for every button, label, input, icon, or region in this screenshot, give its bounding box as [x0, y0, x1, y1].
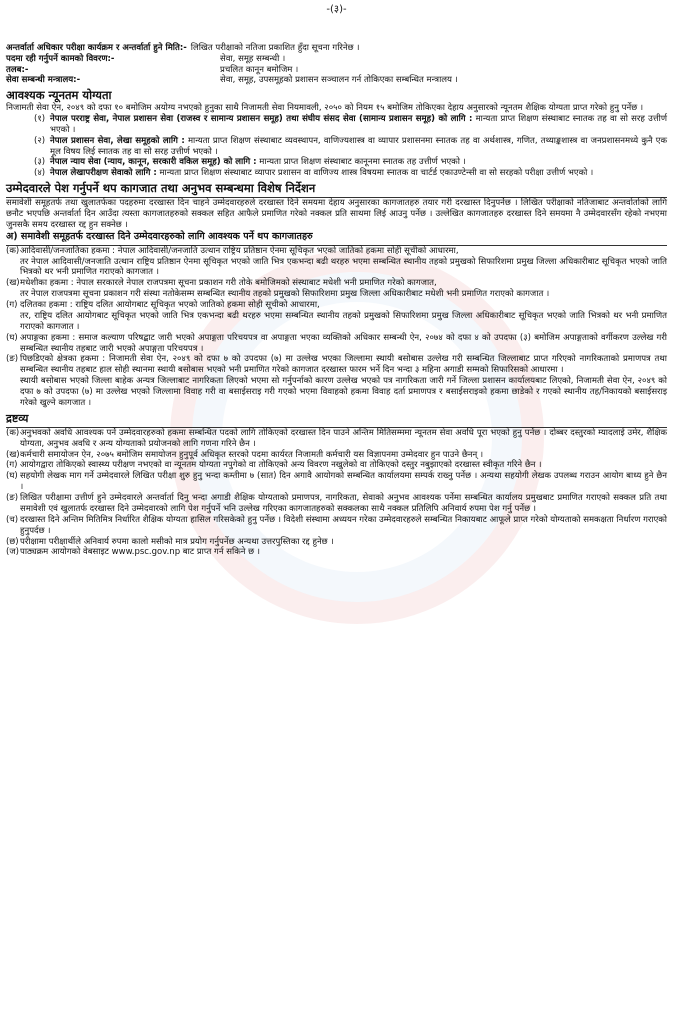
item-number: (ज) — [6, 547, 19, 558]
item-title: नेपाल परराष्ट्र सेवा, नेपाल प्रशासन सेवा (राजस्व र सामान्य प्रशासन समूह) तथा संघीय संसद सेवा (सामान्य प्रशासन समूह) को लागि : — [50, 113, 473, 124]
item-para: तर नेपाल राजपत्रमा सूचना प्रकाशन गरी संस्था नतोकेसम्म सम्बन्धित स्थानीय तहको प्रमुखको सिफारिशमा प्रमुख जिल्ला अधिकारीबाट मधेशी भनी प्रमाणित गराएको कागजात । — [20, 289, 550, 300]
item-text: पाठ्यक्रम आयोगको वेबसाइट www.psc.gov.np बाट प्राप्त गर्न सकिने छ । — [20, 547, 261, 558]
item-title: नेपाल न्याय सेवा (न्याय, कानून, सरकारी वकिल समूह) को लागि : — [50, 157, 257, 168]
item-text: आयोगद्वारा तोकिएको स्वास्थ्य परीक्षण नभएको वा न्यूनतम योग्यता नपुगेको वा तोकिएको अन्य विवरण नखुलेको वा तोकिएको दस्तुर नबुझाएको दरखास्त स्वीकृत गरिने छैन । — [20, 460, 542, 471]
qualification-list — [6, 114, 667, 179]
info-label: अन्तर्वार्ता अधिकार परीक्षा कार्यक्रम र अन्तर्वार्ता हुने मिति:- — [6, 42, 187, 53]
inclusive-item-indigenous — [6, 246, 667, 279]
item-text: सहयोगी लेखक माग गर्ने उम्मेदवारले लिखित परीक्षा शुरु हुनु भन्दा कम्तीमा ७ (सात) दिन अगावै आयोगको सम्बन्धित कार्यालयमा सम्पर्क राख्नु पर्नेछ । अन्यथा सहयोगी लेखक उपलब्ध गराउन आयोग बाध्य हुने छैन । — [20, 471, 667, 493]
info-label: तलब:- — [6, 64, 29, 75]
item-text: मान्यता प्राप्त शिक्षण संस्थाबाट कानूनमा स्नातक तह उत्तीर्ण भएको । — [259, 157, 466, 168]
note-item — [6, 450, 667, 461]
inclusive-item-disabled — [6, 333, 667, 355]
item-para: दलितका हकमा : राष्ट्रिय दलित आयोगबाट सूचिकृत भएको जातिको हकमा सोही सूचीको आधारमा, — [20, 300, 320, 311]
notes-heading: द्रष्टव्य — [6, 412, 667, 428]
qualification-item — [34, 114, 667, 136]
item-para: मधेशीका हकमा : नेपाल सरकारले नेपाल राजपत्रमा सूचना प्रकाशन गरी तोके बमोजिमको संस्थाबाट मधेशी भनी प्रमाणित गरेको कागजात, — [20, 278, 437, 289]
info-row-interview — [6, 43, 667, 54]
item-text: मान्यता प्राप्त शिक्षण संस्थाबाट स्नातक तह वा सो सरह उत्तीर्ण भएको । — [50, 113, 667, 135]
item-number: (ख) — [6, 449, 20, 460]
item-number: (क) — [6, 427, 20, 438]
note-item-website — [6, 547, 667, 558]
item-number: (घ) — [6, 332, 18, 343]
info-value: सेवा, समूह, उपसमूहको प्रशासन सञ्चालन गर्न तोकिएका सम्बन्धित मन्त्रालय । — [220, 75, 458, 86]
info-label: पदमा रही गर्नुपर्ने कामको विवरण:- — [6, 53, 115, 64]
note-item — [6, 428, 667, 450]
item-number: (ग) — [6, 460, 18, 471]
item-number: (२) — [34, 135, 46, 146]
inclusive-heading: अ) समावेशी समूहतर्फ दरखास्त दिने उम्मेदवारहरुको लागि आवश्यक पर्ने थप कागजातहरु — [6, 231, 667, 245]
qualification-item — [34, 157, 667, 168]
item-title: नेपाल प्रशासन सेवा, लेखा समूहको लागि : — [50, 135, 185, 146]
item-para: आदिवासी/जनजातिका हकमा : नेपाल आदिवासी/जनजाति उत्थान राष्ट्रिय प्रतिष्ठान ऐनमा सूचिकृत भएको जातिको हकमा सोही सूचीको आधारमा, — [20, 245, 459, 256]
item-number: (ख) — [6, 278, 20, 289]
info-section — [6, 43, 667, 87]
note-item — [6, 471, 667, 493]
item-number: (ङ) — [6, 354, 19, 365]
info-value: लिखित परीक्षाको नतिजा प्रकाशित हुँदा सूचना गरिनेछ । — [190, 42, 360, 53]
document-page — [6, 4, 667, 558]
inclusive-item-dalit — [6, 300, 667, 333]
notes-list — [6, 428, 667, 559]
inclusive-item-madhesi — [6, 278, 667, 300]
item-number: (१) — [34, 113, 46, 124]
item-text: लिखित परीक्षामा उत्तीर्ण हुने उम्मेदवारले अन्तर्वार्ता दिनु भन्दा अगाडी शैक्षिक योग्यताको प्रमाणपत्र, नागरिकता, सेवाको अनुभव आवश्यक पर्नेमा सम्बन्धित कार्यालय प्रमुखबाट प्रमाणित गराएको सक्कल प्रति तथा समावेशी एवं खुलातर्फ दरखास्त दिने उम्मेदवारको लागि पेश गर्नुपर्ने भनि उल्लेख गरिएका कागजातहरुको सक्कलका साथै नक्कल प्रतिलिपि अनिवार्य रुपमा पेश गर्नु पर्नेछ । — [20, 493, 667, 514]
item-number: (३) — [34, 157, 46, 168]
item-number: (घ) — [6, 471, 18, 482]
info-row-salary — [6, 65, 667, 76]
item-number: (ङ) — [6, 493, 19, 504]
info-row-job-description — [6, 54, 667, 65]
documents-heading: उम्मेदवारले पेश गर्नुपर्ने थप कागजात तथा अनुभव सम्बन्धमा विशेष निर्देशन — [6, 181, 667, 198]
documents-intro: समावेशी समूहतर्फ तथा खुलातर्फका पदहरुमा दरखास्त दिन चाहने उम्मेदवारहरुले दरखास्त दिने समयमा देहाय अनुसारका कागजातहरु तयार गरी दरखास्त दिनुपर्नेछ । लिखित परीक्षाको नतिजाबाट अन्तर्वार्ताको लागि छनौट भएपछि अन्तर्वार्ता दिन आउँदा त्यस्ता कागजातहरुको सक्कल सहित आफैले प्रमाणित गरेको नक्कल प्रति साथमा लिई आउनु पर्नेछ । उल्लेखित कागजातहरु दरखास्त दिने समयमा नै उम्मेदवारसँग रहेको नभएमा जुनसकै समय दरखास्त रद्द हुन सक्नेछ । — [6, 197, 667, 230]
item-text: दरखास्त दिने अन्तिम मितिमित्र निर्धारित शैक्षिक योग्यता हासिल गरिसकेको हुनु पर्नेछ । विदेशी संस्थामा अध्ययन गरेका उम्मेदवारहरुले सम्बन्धित निकायबाट आफूले प्राप्त गरेको योग्यताको समकक्षता निर्धारण गराएको हुनुपर्दछ । — [20, 514, 667, 536]
item-text: कर्मचारी समायोजन ऐन, २०७५ बमोजिम समायोजन हुनुपूर्व अधिकृत स्तरको पदमा कार्यरत निजामती कर्मचारी यस विज्ञापनमा उम्मेदवार हुन पाउने छैनन् । — [20, 449, 484, 460]
qualification-intro: निजामती सेवा ऐन, २०४९ को दफा १० बमोजिम अयोग्य नभएको हुनुका साथै निजामती सेवा नियमावली, २०५० को नियम १५ बमोजिम तोकिएका देहाय अनुसारको न्यूनतम शैक्षिक योग्यता प्राप्त गरेको हुनु पर्नेछ । — [6, 103, 644, 114]
item-para: पिछडिएको क्षेत्रका हकमा : निजामती सेवा ऐन, २०४९ को दफा ७ को उपदफा (७) मा उल्लेख भएका जिल्लामा स्थायी बसोबास उल्लेख गरी सम्बन्धित जिल्लाबाट प्राप्त गरिएको नागरिकताको प्रमाणपत्र तथा सम्बन्धित स्थानीय तहबाट हाल सोही स्थानमा स्थायी बसोबास भएको भनी प्रमाणित गरेको कागजात दरखास्त फारम भर्ने दिन भन्दा ३ महिना अगाडी सम्मको सिफारिसको आधारमा । — [20, 354, 667, 376]
info-value: प्रचलित कानून बमोजिम । — [220, 64, 299, 75]
item-text: अनुभवको अवधि आवश्यक पर्ने उम्मेदवारहरुको हकमा सम्बन्धित पदको लागि तोकिएको दरखास्त दिन पाउने अन्तिम मितिसम्ममा न्यूनतम सेवा अवधि पूरा भएको हुनु पर्नेछ । दोब्बर दस्तुरको म्यादलाई उमेर, शैक्षिक योग्यता, अनुभव अवधि र अन्य योग्यताको प्रयोजनको लागि गणना गरिने छैन । — [20, 427, 667, 449]
item-text: मान्यता प्राप्त शिक्षण संस्थाबाट व्यापार प्रशासन वा वाणिज्य शास्त्र विषयमा स्नातक वा चार्टर्ड एकाउण्टेन्सी वा सो सरहको परीक्षा उत्तीर्ण भएको । — [159, 168, 594, 179]
qualification-item — [34, 136, 667, 158]
item-text: मान्यता प्राप्त शिक्षण संस्थाबाट व्यवस्थापन, वाणिज्यशास्त्र वा व्यापार प्रशासनमा स्नातक तह वा अर्थशास्त्र, गणित, तथ्याङ्कशास्त्र वा जनप्रशासनमध्ये कुनै एक मूल विषय लिई स्नातक तह वा सो सरह उत्तीर्ण भएको । — [50, 135, 668, 157]
item-para: तर नेपाल आदिवासी/जनजाति उत्थान राष्ट्रिय प्रतिष्ठान ऐनमा सूचिकृत भएको जाति भित्र एकभन्दा बढी थरहरु भएमा सम्बन्धित स्थानीय तहको प्रमुखको सिफारिशमा प्रमुख जिल्ला अधिकारीबाट सूचिकृत भएको जाति भित्रको थर भनी प्रमाणित गराएको कागजात । — [20, 256, 667, 278]
page-number: -(३)- — [326, 4, 347, 15]
inclusive-item-backward-region — [6, 354, 667, 408]
info-label: सेवा सम्बन्धी मन्त्रालय:- — [6, 75, 81, 86]
item-para: अपाङ्गका हकमा : समाज कल्याण परिषद्बाट जारी भएको अपाङ्गता परिचयपत्र वा अपाङ्गता भएका व्यक्तिको अधिकार सम्बन्धी ऐन, २०७४ को दफा ४ को उपदफा (३) बमोजिम अपाङ्गताको वर्गीकरण उल्लेख गरी सम्बन्धित स्थानीय तहबाट जारी भएको अपाङ्गता परिचयपत्र । — [20, 332, 667, 354]
item-para: तर, राष्ट्रिय दलित आयोगबाट सूचिकृत भएको जाति भित्र एकभन्दा बढी थरहरु भएमा सम्बन्धित स्थानीय तहको प्रमुखको सिफारिशमा प्रमुख जिल्ला अधिकारीबाट सूचिकृत भएको जाति भित्रको थर भनी प्रमाणित गराएको कागजात । — [20, 310, 667, 332]
item-number: (ग) — [6, 300, 18, 311]
note-item — [6, 515, 667, 537]
note-item — [6, 460, 667, 471]
inclusive-list — [6, 246, 667, 409]
item-number: (क) — [6, 245, 20, 256]
info-value: सेवा, समूह सम्बन्धी । — [220, 53, 286, 64]
qualification-heading: आवश्यक न्यूनतम योग्यता — [6, 88, 112, 103]
info-row-ministry — [6, 75, 667, 86]
note-item — [6, 493, 667, 515]
item-text: परीक्षामा परीक्षार्थीले अनिवार्य रुपमा कालो मसीको मात्र प्रयोग गर्नुपर्नेछ अन्यथा उत्तरपुस्तिका रद्द हुनेछ । — [20, 536, 334, 547]
qualification-item — [34, 168, 667, 179]
item-title: नेपाल लेखापरीक्षण सेवाको लागि : — [50, 168, 157, 179]
item-number: (४) — [34, 168, 46, 179]
item-number: (च) — [6, 514, 19, 525]
item-number: (छ) — [6, 536, 19, 547]
item-para: स्थायी बसोबास भएको जिल्ला बाहेक अन्यत्र जिल्लाबाट नागरिकता लिएको भएमा सो गर्नुपर्नाको कारण उल्लेख भएको पत्र नागरिकता जारी गर्ने जिल्ला प्रशासन कार्यालयबाट लिएको, निजामती सेवा ऐन, २०४९ को दफा ७ को उपदफा (७) मा उल्लेख भएको जिल्लामा विवाह गरी वा बसाईसराइ गरी गएको भएमा विवाहको हकमा विवाह दर्ता प्रमाणपत्र र बसाईसराइको हकमा छाडेको र गएको स्थानीय तह/निकायको बसाईसराइ गरेको खुल्ने कागजात । — [20, 376, 667, 408]
note-item — [6, 537, 667, 548]
